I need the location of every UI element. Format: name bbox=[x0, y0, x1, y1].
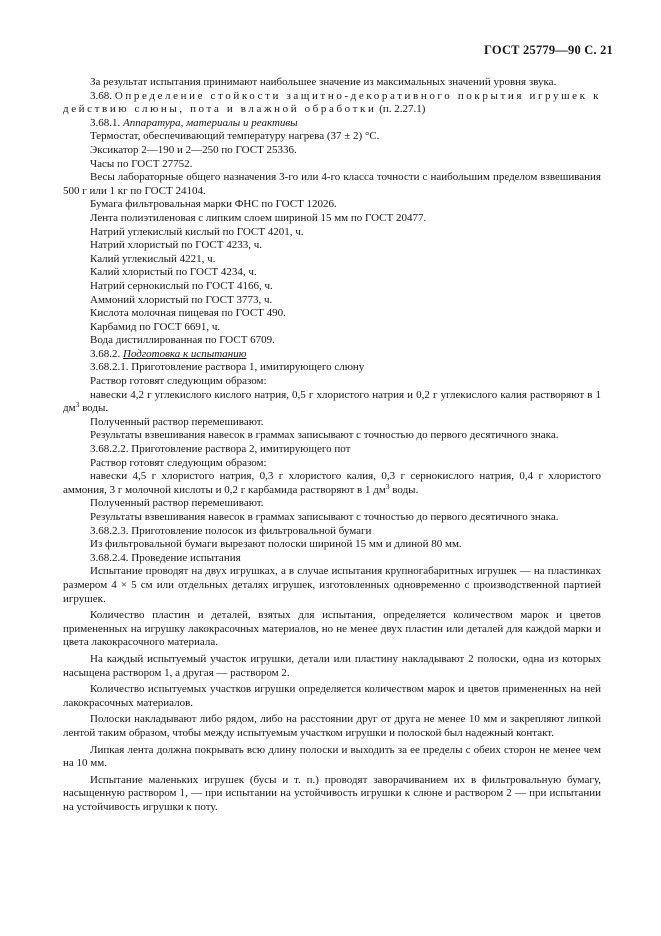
paragraph: Результаты взвешивания навесок в граммах записывают с точностью до первого десятичного знака. bbox=[90, 511, 559, 523]
text-run: навески 4,5 г хлористого натрия, 0,3 г хлористого калия, 0,3 г сернокислого натрия, 0,4 г хлористого аммония, 3 г молочной кислоты и 0,2 г карбамида растворяют в 1 дм bbox=[63, 470, 601, 496]
text-run: навески 4,2 г углекислого кислого натрия, 0,5 г хлористого натрия и 0,2 г углекислого калия растворяют в 1 дм bbox=[63, 388, 601, 415]
paragraph bbox=[63, 389, 601, 416]
list-item: Натрий углекислый кислый по ГОСТ 4201, ч. bbox=[90, 225, 304, 238]
paragraph: Количество испытуемых участков игрушки определяется количеством марок и цветов примененных на ней лакокрасочных материалов. bbox=[63, 683, 601, 709]
list-item: Весы лабораторные общего назначения 3-го или 4-го класса точности с наибольшим пределом взвешивания 500 г или 1 кг по ГОСТ 24104. bbox=[63, 171, 601, 197]
paragraph: Раствор готовят следующим образом: bbox=[90, 375, 267, 388]
subsection-title: Подготовка к испытанию bbox=[123, 347, 247, 360]
clause-heading: 3.68.2.3. Приготовление полосок из фильтровальной бумаги bbox=[90, 524, 372, 537]
list-item: Часы по ГОСТ 27752. bbox=[90, 157, 193, 170]
text-run: воды. bbox=[389, 483, 419, 496]
list-item: Вода дистиллированная по ГОСТ 6709. bbox=[90, 334, 275, 347]
list-item: Аммоний хлористый по ГОСТ 3773, ч. bbox=[90, 293, 273, 306]
section-number: 3.68. bbox=[90, 89, 112, 102]
superscript: 3 bbox=[385, 481, 390, 491]
list-item: Эксикатор 2—190 и 2—250 по ГОСТ 25336. bbox=[90, 143, 297, 156]
list-item: Кислота молочная пищевая по ГОСТ 490. bbox=[90, 307, 286, 320]
paragraph: Испытание маленьких игрушек (бусы и т. п.) проводят заворачиванием их в фильтровальную бумагу, насыщенную раствором 1, — при испытании на устойчивость игрушки к слюне и раствором 2 — при испытании на устойчивость игрушки к поту. bbox=[63, 773, 601, 813]
document-body bbox=[63, 76, 601, 814]
paragraph: Полученный раствор перемешивают. bbox=[90, 415, 264, 428]
list-item: Натрий хлористый по ГОСТ 4233, ч. bbox=[90, 239, 262, 252]
paragraph bbox=[63, 470, 601, 497]
list-item: Бумага фильтровальная марки ФНС по ГОСТ 12026. bbox=[90, 198, 337, 211]
page-header: ГОСТ 25779—90 С. 21 bbox=[484, 43, 613, 57]
superscript: 3 bbox=[75, 400, 80, 410]
clause-heading: 3.68.2.4. Проведение испытания bbox=[90, 551, 241, 564]
subsection-heading-3-68-1 bbox=[63, 117, 601, 131]
list-item: Лента полиэтиленовая с липким слоем шириной 15 мм по ГОСТ 20477. bbox=[90, 211, 427, 224]
list-item: Калий углекислый 4221, ч. bbox=[90, 252, 216, 265]
paragraph: Результаты взвешивания навесок в граммах записывают с точностью до первого десятичного знака. bbox=[90, 429, 559, 442]
section-heading-3-68 bbox=[63, 90, 601, 117]
paragraph: На каждый испытуемый участок игрушки, детали или пластину накладывают 2 полоски, одна из которых насыщена раствором 1, а другая — раствором 2. bbox=[63, 652, 601, 679]
list-item: Карбамид по ГОСТ 6691, ч. bbox=[90, 320, 221, 333]
subsection-number: 3.68.2. bbox=[90, 347, 121, 360]
paragraph: Раствор готовят следующим образом: bbox=[90, 456, 267, 469]
section-title: Определение стойкости защитно-декоративного покрытия игрушек к действию слюны, пота и влажной обработки bbox=[63, 89, 602, 116]
subsection-number: 3.68.1. bbox=[90, 116, 121, 129]
paragraph: Испытание проводят на двух игрушках, а в случае испытания крупногабаритных игрушек — на пластинках размером 4 × 5 см или отдельных деталях игрушек, изготовленных одновременно с производственной партией игрушек. bbox=[63, 565, 601, 605]
section-reference: (п. 2.27.1) bbox=[379, 103, 426, 116]
subsection-heading-3-68-2 bbox=[63, 348, 601, 362]
paragraph: Количество пластин и деталей, взятых для испытания, определяется количеством марок и цветов примененных на игрушку лакокрасочных материалов, но не менее двух пластин или деталей для каждой марки и цвета лакокрасочного материала. bbox=[63, 609, 601, 649]
list-item: Калий хлористый по ГОСТ 4234, ч. bbox=[90, 266, 257, 279]
clause-heading: 3.68.2.1. Приготовление раствора 1, имитирующего слюну bbox=[90, 361, 365, 374]
list-item: Натрий сернокислый по ГОСТ 4166, ч. bbox=[90, 279, 273, 292]
subsection-title: Аппаратура, материалы и реактивы bbox=[123, 116, 298, 129]
clause-heading: 3.68.2.2. Приготовление раствора 2, имитирующего пот bbox=[90, 443, 351, 456]
paragraph: Полоски накладывают либо рядом, либо на расстоянии друг от друга не менее 10 мм и закрепляют липкой лентой таким образом, чтобы между испытуемым участком игрушки и полоской был надежный контакт. bbox=[63, 713, 601, 739]
paragraph-result: За результат испытания принимают наибольшее значение из максимальных значений уровня звука. bbox=[90, 76, 557, 88]
text-run: воды. bbox=[79, 402, 109, 415]
paragraph: Из фильтровальной бумаги вырезают полоски шириной 15 мм и длиной 80 мм. bbox=[90, 538, 462, 551]
paragraph: Полученный раствор перемешивают. bbox=[90, 497, 264, 510]
paragraph: Липкая лента должна покрывать всю длину полоски и выходить за ее пределы с обеих сторон не менее чем на 10 мм. bbox=[63, 743, 601, 770]
list-item: Термостат, обеспечивающий температуру нагрева (37 ± 2) °С. bbox=[90, 130, 380, 143]
